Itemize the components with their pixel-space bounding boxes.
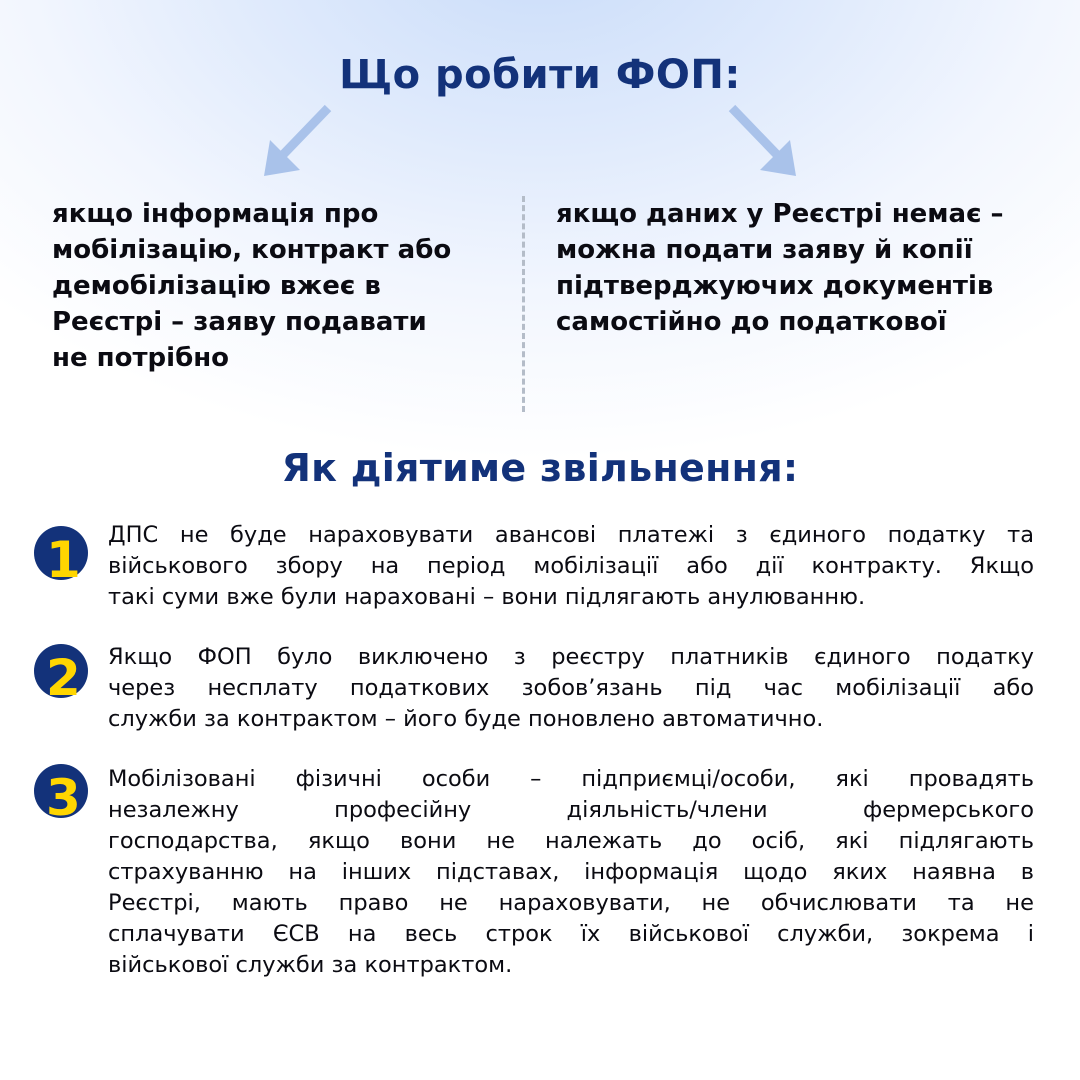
- section-title: Як діятиме звільнення:: [281, 446, 799, 490]
- item-line: господарства, якщо вони не належать до осіб, які підлягають: [108, 828, 1034, 854]
- top-title: Що робити ФОП:: [339, 52, 741, 98]
- right-condition-line: якщо даних у Реєстрі немає –: [556, 199, 1004, 229]
- badge-number: 1: [46, 531, 81, 589]
- item-line: сплачувати ЄСВ на весь строк їх військової служби, зокрема і: [108, 921, 1034, 947]
- item-line: через несплату податкових зобов’язань під час мобілізації або: [108, 675, 1034, 701]
- item-line: страхуванню на інших підставах, інформація щодо яких наявна в: [108, 859, 1034, 885]
- item-line: такі суми вже були нараховані – вони підлягають анулюванню.: [108, 584, 866, 610]
- item-line: військової служби за контрактом.: [108, 952, 513, 978]
- left-condition-line: Реєстрі – заяву подавати: [52, 307, 427, 337]
- item-line: військового збору на період мобілізації або дії контракту. Якщо: [108, 553, 1034, 579]
- item-line: незалежну професійну діяльність/члени фермерського: [108, 797, 1034, 823]
- left-condition-text: [52, 196, 492, 376]
- item-text: [108, 642, 1034, 735]
- arrow-down-right-icon: [722, 100, 802, 180]
- item-text: [108, 764, 1034, 981]
- item-line: Якщо ФОП було виключено з реєстру платників єдиного податку: [108, 644, 1034, 670]
- item-line: Реєстрі, мають право не нараховувати, не обчислювати та не: [108, 890, 1034, 916]
- item-line: ДПС не буде нараховувати авансові платежі з єдиного податку та: [108, 522, 1034, 548]
- right-condition-line: можна подати заяву й копії: [556, 235, 973, 265]
- right-condition-line: самостійно до податкової: [556, 307, 947, 337]
- right-condition-line: підтверджуючих документів: [556, 271, 994, 301]
- left-condition-line: не потрібно: [52, 343, 230, 373]
- item-line: Мобілізовані фізичні особи – підприємці/особи, які провадять: [108, 766, 1034, 792]
- badge-number: 2: [46, 649, 81, 707]
- item-line: служби за контрактом – його буде поновлено автоматично.: [108, 706, 824, 732]
- number-badge: [34, 526, 88, 589]
- badge-number: 3: [46, 769, 81, 827]
- number-badge: [34, 764, 88, 827]
- number-badge: [34, 644, 88, 707]
- item-text: [108, 520, 1034, 613]
- left-condition-line: мобілізацію, контракт або: [52, 235, 452, 265]
- right-condition-text: [556, 196, 1056, 340]
- arrow-down-left-icon: [262, 100, 342, 180]
- dashed-divider: [522, 196, 525, 412]
- left-condition-line: демобілізацію вжеє в: [52, 271, 381, 301]
- left-condition-line: якщо інформація про: [52, 199, 379, 229]
